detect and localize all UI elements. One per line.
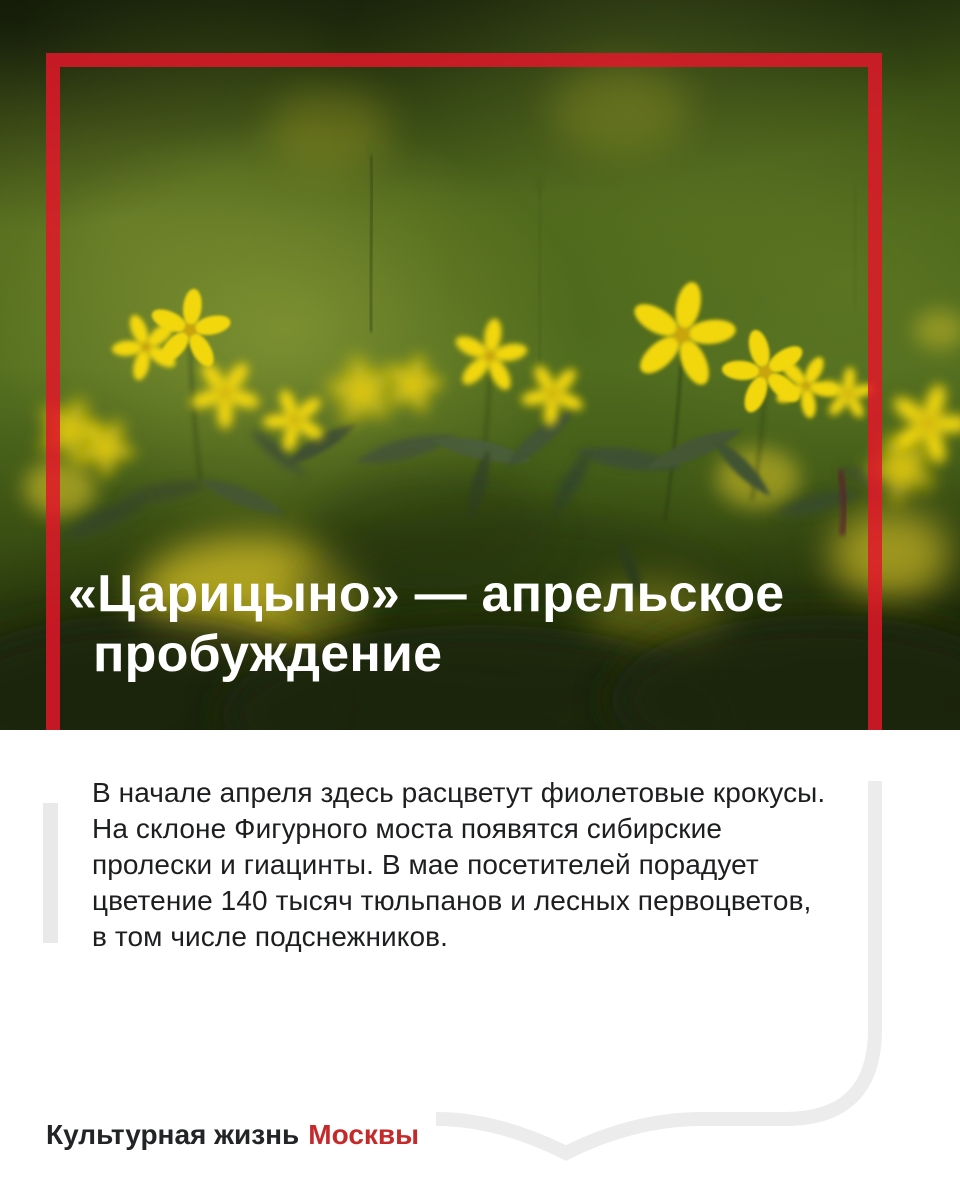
page-title	[68, 564, 784, 684]
title-line-2: пробуждение	[93, 625, 443, 683]
body-line: На склоне Фигурного моста появятся сибирские	[92, 813, 723, 844]
body-line: В начале апреля здесь расцветут фиолетовые крокусы.	[92, 777, 826, 808]
paragraph-accent-bar	[43, 803, 58, 943]
footer-brand-moscow: Москвы	[308, 1119, 420, 1150]
body-line: пролески и гиацинты. В мае посетителей порадует	[92, 849, 759, 880]
body-paragraph	[92, 775, 825, 955]
body-line: цветение 140 тысяч тюльпанов и лесных первоцветов,	[92, 885, 812, 916]
body-line: в том числе подснежников.	[92, 921, 448, 952]
footer-branding	[46, 1117, 419, 1153]
title-line-1: «Царицыно» — апрельское	[68, 565, 785, 623]
footer-label: Культурная жизнь	[46, 1119, 300, 1150]
